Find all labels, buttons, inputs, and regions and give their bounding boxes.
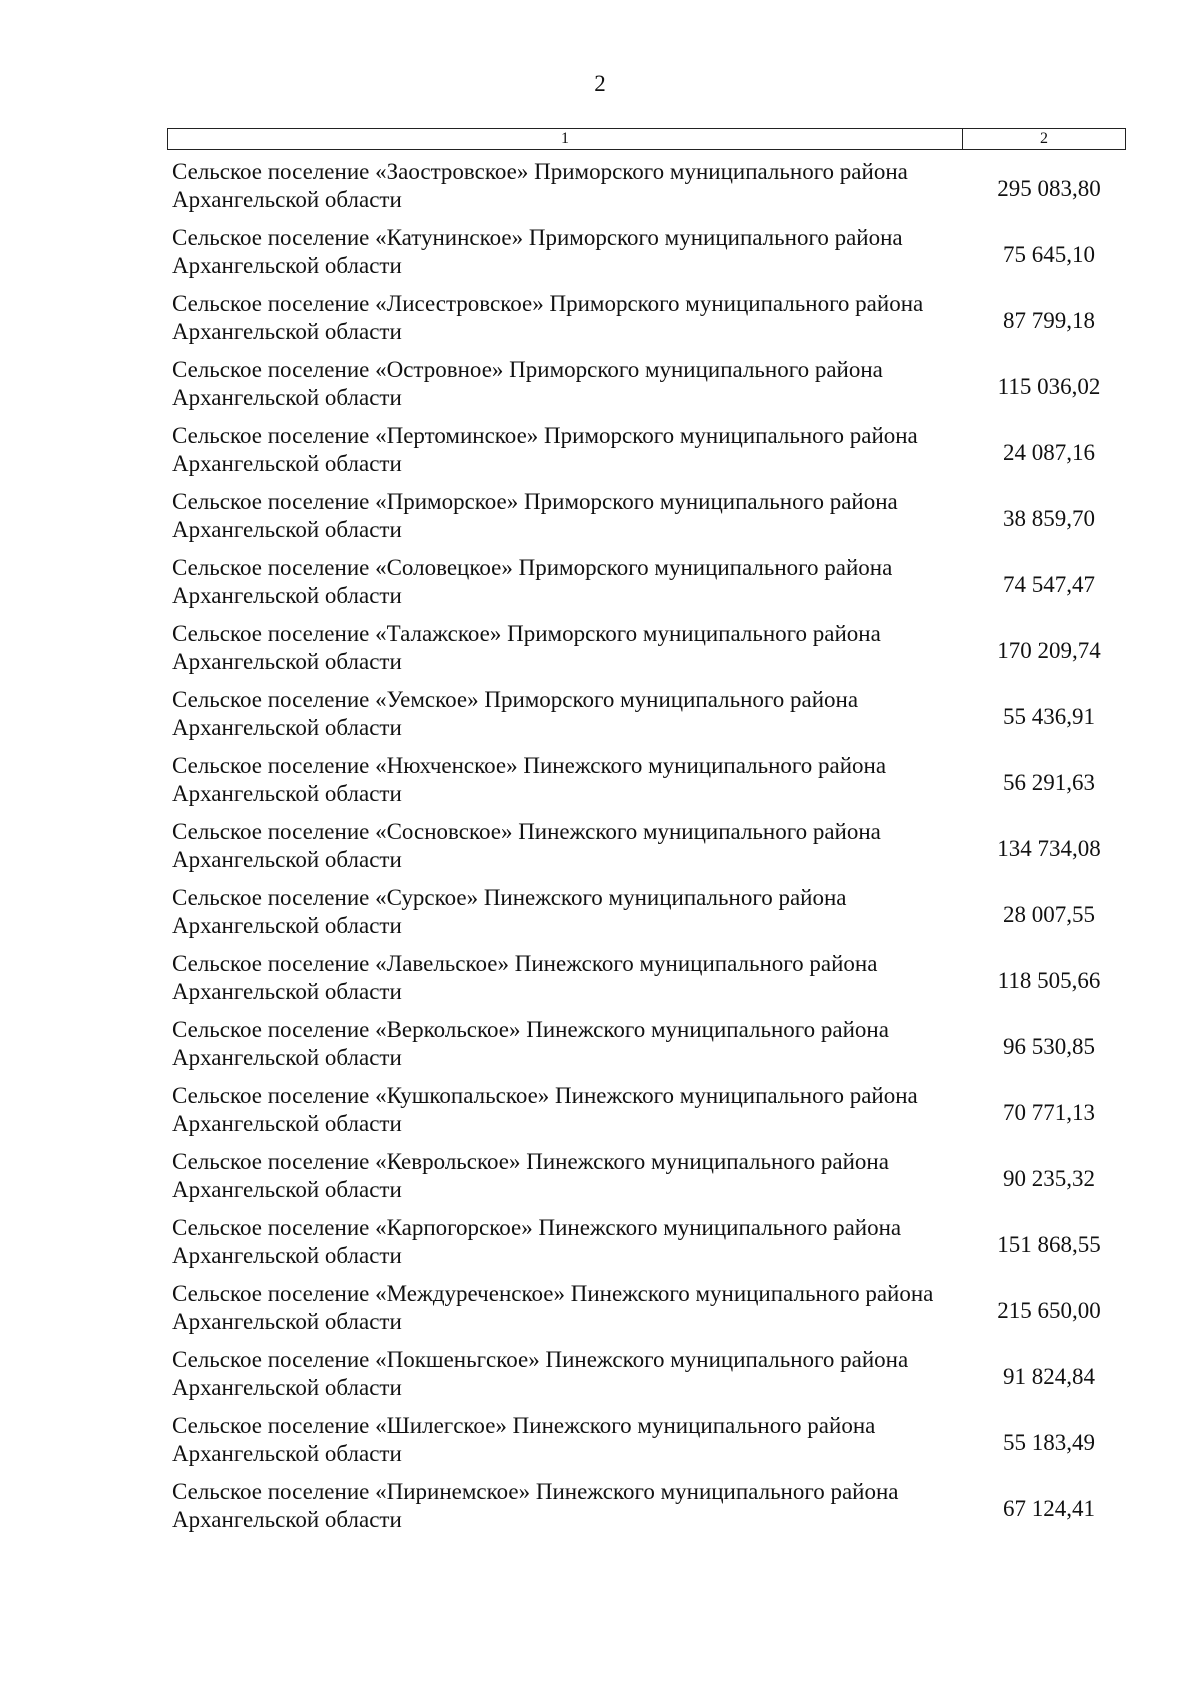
- column-header-1: 1: [168, 129, 963, 149]
- settlement-name: Сельское поселение «Шилегское» Пинежского муниципального района Архангельской области: [172, 1413, 876, 1466]
- table-row: [172, 1011, 1126, 1077]
- settlement-name: Сельское поселение «Пиринемское» Пинежского муниципального района Архангельской области: [172, 1479, 899, 1532]
- settlement-amount: 215 650,00: [997, 1298, 1101, 1323]
- settlement-amount: 55 183,49: [1003, 1430, 1095, 1455]
- settlement-name: Сельское поселение «Приморское» Приморского муниципального района Архангельской области: [172, 489, 898, 542]
- settlement-amount: 38 859,70: [1003, 506, 1095, 531]
- settlement-name: Сельское поселение «Лавельское» Пинежского муниципального района Архангельской области: [172, 951, 878, 1004]
- settlement-name: Сельское поселение «Островное» Приморского муниципального района Архангельской области: [172, 357, 883, 410]
- page-number: 2: [594, 71, 606, 96]
- settlement-name: Сельское поселение «Кеврольское» Пинежского муниципального района Архангельской области: [172, 1149, 889, 1202]
- settlement-amount: 170 209,74: [997, 638, 1101, 663]
- table-row: [172, 153, 1126, 219]
- table-row: [172, 681, 1126, 747]
- table-row: [172, 219, 1126, 285]
- settlement-amount: 75 645,10: [1003, 242, 1095, 267]
- table-row: [172, 1209, 1126, 1275]
- settlement-name: Сельское поселение «Соловецкое» Приморского муниципального района Архангельской области: [172, 555, 893, 608]
- settlement-amount: 134 734,08: [997, 836, 1101, 861]
- table-row: [172, 945, 1126, 1011]
- column-header-2: 2: [1040, 130, 1048, 147]
- table-row: [172, 549, 1126, 615]
- table-row: [172, 1143, 1126, 1209]
- settlement-amount: 74 547,47: [1003, 572, 1095, 597]
- settlement-amount: 295 083,80: [997, 176, 1101, 201]
- settlement-amount: 70 771,13: [1003, 1100, 1095, 1125]
- settlement-name: Сельское поселение «Нюхченское» Пинежского муниципального района Архангельской области: [172, 753, 887, 806]
- settlement-name: Сельское поселение «Сурское» Пинежского муниципального района Архангельской области: [172, 885, 847, 938]
- table-row: [172, 813, 1126, 879]
- settlement-amount: 115 036,02: [997, 374, 1101, 399]
- table-row: [172, 417, 1126, 483]
- settlement-amount: 87 799,18: [1003, 308, 1095, 333]
- table-row: [172, 879, 1126, 945]
- table-row: [172, 747, 1126, 813]
- table-header: [167, 128, 1126, 150]
- settlement-name: Сельское поселение «Сосновское» Пинежского муниципального района Архангельской области: [172, 819, 881, 872]
- table-row: [172, 1341, 1126, 1407]
- settlement-name: Сельское поселение «Веркольское» Пинежского муниципального района Архангельской области: [172, 1017, 889, 1070]
- table-row: [172, 1407, 1126, 1473]
- settlement-name: Сельское поселение «Заостровское» Приморского муниципального района Архангельской области: [172, 159, 908, 212]
- table-body: [172, 153, 1126, 1539]
- table-row: [172, 1275, 1126, 1341]
- settlement-name: Сельское поселение «Пертоминское» Приморского муниципального района Архангельской области: [172, 423, 918, 476]
- settlement-amount: 151 868,55: [997, 1232, 1101, 1257]
- settlement-amount: 96 530,85: [1003, 1034, 1095, 1059]
- settlement-amount: 24 087,16: [1003, 440, 1095, 465]
- table-row: [172, 285, 1126, 351]
- table-row: [172, 615, 1126, 681]
- settlement-name: Сельское поселение «Покшеньгское» Пинежского муниципального района Архангельской области: [172, 1347, 909, 1400]
- settlement-name: Сельское поселение «Талажское» Приморского муниципального района Архангельской области: [172, 621, 881, 674]
- settlement-name: Сельское поселение «Уемское» Приморского муниципального района Архангельской области: [172, 687, 859, 740]
- settlement-amount: 56 291,63: [1003, 770, 1095, 795]
- settlement-name: Сельское поселение «Лисестровское» Приморского муниципального района Архангельской области: [172, 291, 924, 344]
- table-row: [172, 1473, 1126, 1539]
- settlement-name: Сельское поселение «Карпогорское» Пинежского муниципального района Архангельской области: [172, 1215, 902, 1268]
- settlement-amount: 91 824,84: [1003, 1364, 1095, 1389]
- table-row: [172, 1077, 1126, 1143]
- settlement-amount: 118 505,66: [997, 968, 1101, 993]
- settlement-name: Сельское поселение «Катунинское» Приморского муниципального района Архангельской области: [172, 225, 903, 278]
- settlement-name: Сельское поселение «Междуреченское» Пинежского муниципального района Архангельской области: [172, 1281, 934, 1334]
- settlement-amount: 90 235,32: [1003, 1166, 1095, 1191]
- settlement-amount: 28 007,55: [1003, 902, 1095, 927]
- settlement-amount: 55 436,91: [1003, 704, 1095, 729]
- settlement-amount: 67 124,41: [1003, 1496, 1095, 1521]
- table-row: [172, 351, 1126, 417]
- settlement-name: Сельское поселение «Кушкопальское» Пинежского муниципального района Архангельской области: [172, 1083, 918, 1136]
- table-row: [172, 483, 1126, 549]
